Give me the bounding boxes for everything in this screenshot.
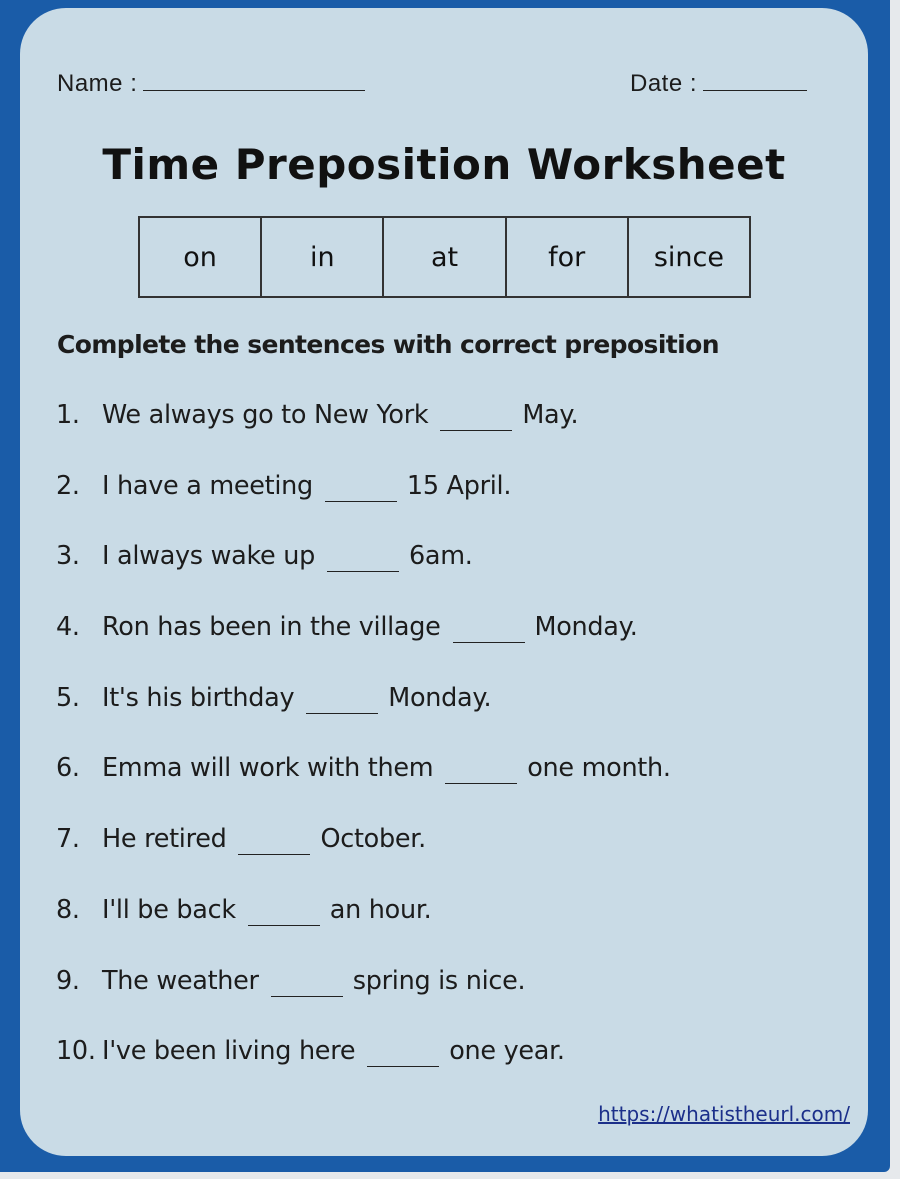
word-bank-cell: for	[507, 218, 629, 296]
answer-blank[interactable]	[238, 840, 310, 855]
question-text-before: I've been living here	[102, 1036, 356, 1067]
question-item	[56, 683, 836, 754]
question-number: 9.	[56, 965, 80, 996]
word-bank-cell: on	[140, 218, 262, 296]
answer-blank[interactable]	[327, 557, 399, 572]
name-field	[57, 68, 365, 98]
source-url-link[interactable]: https://whatistheurl.com/	[598, 1102, 850, 1126]
question-text-after: Monday.	[534, 612, 638, 643]
word-bank-cell: at	[384, 218, 506, 296]
question-item	[56, 612, 836, 683]
question-number: 2.	[56, 470, 80, 501]
question-item	[56, 895, 836, 966]
answer-blank[interactable]	[306, 699, 378, 714]
word-bank-cell: since	[653, 241, 724, 273]
question-text-before: It's his birthday	[102, 682, 295, 713]
question-text-before: Emma will work with them	[102, 753, 434, 784]
question-text-after: May.	[522, 400, 579, 430]
question-text-after: October.	[320, 824, 426, 855]
answer-blank[interactable]	[367, 1052, 439, 1067]
question-text-before: Ron has been in the village	[102, 612, 441, 643]
name-label: Name :	[57, 70, 138, 97]
question-text-before: I'll be back	[102, 894, 236, 925]
question-number: 1.	[56, 400, 80, 430]
question-text-after: one year.	[449, 1036, 565, 1067]
question-text-after: Monday.	[388, 682, 492, 713]
worksheet-title: Time Preposition Worksheet	[102, 140, 786, 189]
question-text-before: He retired	[102, 824, 227, 855]
question-item	[56, 471, 836, 542]
answer-blank[interactable]	[440, 416, 512, 431]
date-field	[630, 68, 807, 98]
question-item	[56, 753, 836, 824]
question-number: 8.	[56, 894, 80, 925]
question-item	[56, 824, 836, 895]
question-item	[56, 966, 836, 1037]
question-text-after: an hour.	[329, 894, 432, 925]
word-bank-cell: in	[262, 218, 384, 296]
question-item	[56, 1036, 836, 1107]
worksheet	[20, 8, 868, 1156]
date-label: Date :	[630, 70, 698, 97]
answer-blank[interactable]	[248, 911, 320, 926]
answer-blank[interactable]	[445, 769, 517, 784]
question-number: 5.	[56, 682, 80, 713]
word-bank	[138, 216, 751, 298]
date-blank-line[interactable]	[703, 68, 807, 91]
question-number: 7.	[56, 824, 80, 855]
question-text-after: spring is nice.	[352, 965, 526, 996]
question-item	[56, 400, 836, 471]
question-text-before: The weather	[102, 965, 259, 996]
answer-blank[interactable]	[325, 487, 397, 502]
question-number: 10.	[56, 1036, 96, 1067]
name-blank-line[interactable]	[143, 68, 365, 91]
answer-blank[interactable]	[271, 982, 343, 997]
answer-blank[interactable]	[453, 628, 525, 643]
question-text-before: I have a meeting	[102, 470, 313, 501]
question-number: 3.	[56, 541, 80, 572]
instruction-text: Complete the sentences with correct preposition	[57, 330, 719, 359]
question-text-before: We always go to New York	[102, 400, 429, 430]
question-item	[56, 541, 836, 612]
question-text-after: 6am.	[408, 541, 473, 572]
question-number: 4.	[56, 612, 80, 643]
question-number: 6.	[56, 753, 80, 784]
question-text-before: I always wake up	[102, 541, 315, 572]
question-text-after: 15 April.	[406, 470, 512, 501]
question-list	[56, 400, 836, 1107]
question-text-after: one month.	[527, 753, 671, 784]
